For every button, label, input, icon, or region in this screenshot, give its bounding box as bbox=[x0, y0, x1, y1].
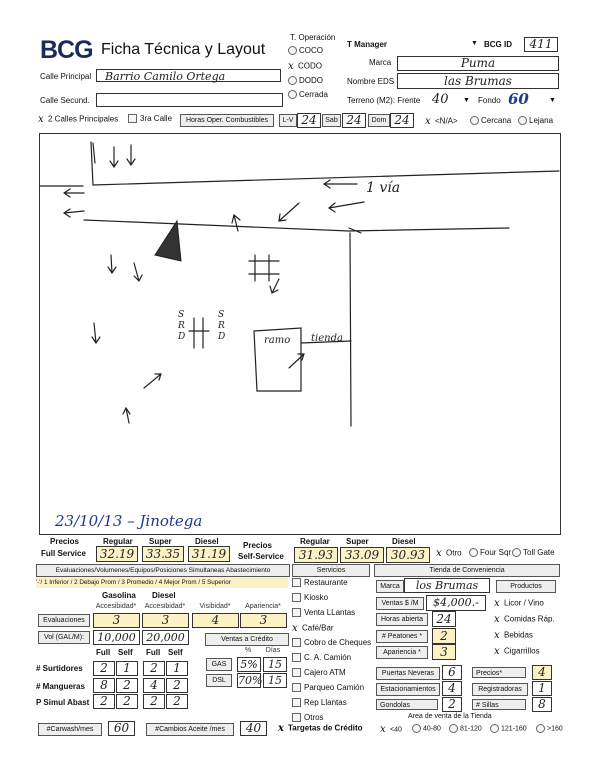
cambios-aceite-field[interactable]: 40 bbox=[240, 721, 267, 736]
area-venta-label: Area de venta de la Tienda bbox=[408, 713, 492, 720]
lv-field[interactable]: 24 bbox=[297, 113, 321, 128]
accesibilidad-diesel-header: Accesibidad* bbox=[144, 603, 186, 610]
peatones-label: # Peatones * bbox=[376, 630, 428, 643]
calle-secund-field[interactable] bbox=[96, 93, 283, 107]
terreno-label: Terreno (M2): Frente bbox=[347, 96, 421, 105]
dsl-label: DSL bbox=[206, 674, 232, 687]
simul-self-gas[interactable]: 2 bbox=[116, 694, 138, 709]
accesibilidad-gas-header: Accesibidad* bbox=[95, 603, 137, 610]
ventas-field[interactable]: $4,000.- bbox=[426, 595, 486, 611]
diesel-header: Diesel bbox=[152, 591, 176, 600]
fondo-dropdown-icon[interactable]: ▼ bbox=[549, 97, 556, 104]
otro-radio[interactable]: x Otro bbox=[436, 548, 462, 559]
calle-secund-label: Calle Secund. bbox=[40, 96, 90, 105]
self-price-diesel[interactable]: 30.93 bbox=[386, 547, 430, 563]
fondo-value[interactable]: 60 bbox=[508, 90, 529, 108]
puertas-neveras-label: Puertas Neveras bbox=[376, 667, 440, 680]
surtidores-full-gas[interactable]: 2 bbox=[93, 661, 115, 676]
service-parqueo-camion[interactable]: Parqueo Camión bbox=[292, 683, 364, 692]
gas-label: GAS bbox=[206, 658, 232, 671]
self-precios-label: Precios bbox=[243, 541, 272, 550]
bcgid-label: BCG ID bbox=[484, 40, 512, 49]
service-cafe-bar[interactable]: x Café/Bar bbox=[292, 623, 334, 634]
tienda-title: Tienda de Conveniencia bbox=[374, 564, 560, 577]
fondo-label: Fondo bbox=[478, 96, 501, 105]
estacionamientos-field[interactable]: 4 bbox=[442, 681, 462, 696]
area-option-121-160[interactable]: 121-160 bbox=[490, 724, 527, 733]
product-bebidas[interactable]: x Bebidas bbox=[494, 630, 533, 641]
area-option-lt40[interactable]: x <40 bbox=[380, 724, 402, 735]
ramo-label: ramo bbox=[264, 335, 291, 346]
surtidores-full-diesel[interactable]: 2 bbox=[143, 661, 165, 676]
vol-diesel-field[interactable]: 20,000 bbox=[142, 630, 189, 645]
self-price-regular[interactable]: 31.93 bbox=[294, 547, 338, 563]
mangueras-self-diesel[interactable]: 2 bbox=[166, 678, 188, 693]
layout-sketch bbox=[39, 133, 561, 535]
cambios-aceite-label: #Cambios Aceite /mes bbox=[146, 723, 234, 736]
mangueras-full-gas[interactable]: 8 bbox=[93, 678, 115, 693]
eval-accesibilidad-gas[interactable]: 3 bbox=[93, 613, 140, 628]
tmanager-label: T Manager bbox=[347, 40, 388, 49]
service-cajero-atm[interactable]: Cajero ATM bbox=[292, 668, 346, 677]
toll-gate-radio[interactable]: Toll Gate bbox=[512, 548, 555, 557]
lv-label: L-V bbox=[279, 114, 297, 127]
frente-value[interactable]: 40 bbox=[432, 92, 449, 107]
gondolas-label: Gondolas bbox=[376, 699, 438, 710]
date-signature: 23/10/13 – Jinotega bbox=[55, 512, 203, 530]
surtidores-self-gas[interactable]: 1 bbox=[116, 661, 138, 676]
full-gas-header: Full bbox=[96, 648, 111, 657]
full-col-super: Super bbox=[149, 537, 172, 546]
gas-dias-field[interactable]: 15 bbox=[263, 657, 287, 672]
eval-apariencia[interactable]: 3 bbox=[240, 613, 287, 628]
apariencia-tienda-label: Apariencia * bbox=[376, 646, 428, 659]
dom-label: Dom bbox=[368, 114, 390, 127]
evaluaciones-label: Evaluaciones bbox=[38, 614, 90, 627]
dsl-pct-field[interactable]: 70% bbox=[238, 674, 263, 687]
simul-self-diesel[interactable]: 2 bbox=[166, 694, 188, 709]
toperacion-coco[interactable]: COCO bbox=[288, 46, 323, 55]
full-diesel-header: Full bbox=[146, 648, 161, 657]
full-price-regular[interactable]: 32.19 bbox=[96, 546, 138, 562]
nombre-eds-label: Nombre EDS bbox=[347, 77, 395, 86]
carwash-label: #Carwash/mes bbox=[38, 723, 102, 736]
via-label: 1 vía bbox=[366, 180, 401, 196]
tarjetas-credito-checkbox[interactable]: x Targetas de Crédito bbox=[278, 723, 363, 734]
cercana-radio[interactable]: Cercana bbox=[470, 116, 511, 125]
scale-legend: '-'/ 1 Inferior / 2 Debajo Prom / 3 Promedio / 4 Mejor Prom / 5 Superior bbox=[36, 577, 288, 588]
dsl-dias-field[interactable]: 15 bbox=[263, 673, 287, 688]
surtidores-self-diesel[interactable]: 1 bbox=[166, 661, 188, 676]
sillas-label: # Sillas bbox=[472, 699, 526, 710]
toperacion-cerrada[interactable]: Cerrada bbox=[288, 90, 328, 99]
service-cobro-cheques[interactable]: Cobro de Cheques bbox=[292, 638, 371, 647]
tienda-marca-label: Marca bbox=[376, 580, 404, 593]
tmanager-dropdown-icon[interactable]: ▼ bbox=[471, 40, 478, 47]
mangueras-self-gas[interactable]: 2 bbox=[116, 678, 138, 693]
horas-abierta-label: Horas abierta bbox=[376, 613, 428, 626]
nombre-eds-field[interactable]: las Brumas bbox=[397, 73, 559, 89]
eval-accesibilidad-diesel[interactable]: 3 bbox=[142, 613, 189, 628]
sab-label: Sab bbox=[322, 114, 341, 127]
area-option-81-120[interactable]: 81-120 bbox=[449, 724, 482, 733]
apariencia-header: Apariencia* bbox=[245, 603, 281, 610]
calle-principal-label: Calle Principal bbox=[40, 72, 92, 81]
precios-tienda-label: Precios* bbox=[472, 667, 526, 678]
calle-principal-field[interactable]: Barrio Camilo Ortega bbox=[96, 69, 281, 82]
sab-field[interactable]: 24 bbox=[342, 113, 366, 128]
visibilidad-header: Visibidad* bbox=[199, 603, 231, 610]
horas-oper-button[interactable]: Horas Oper. Combustibles bbox=[180, 114, 274, 127]
toperacion-dodo[interactable]: DODO bbox=[288, 76, 323, 85]
self-gas-header: Self bbox=[118, 648, 133, 657]
horas-abierta-field[interactable]: 24 bbox=[432, 611, 456, 627]
pct-header: % bbox=[244, 647, 252, 654]
toperacion-codo[interactable]: x CODO bbox=[288, 61, 322, 72]
ventas-label: Ventas $ /M bbox=[376, 597, 424, 610]
self-col-regular: Regular bbox=[300, 537, 330, 546]
productos-button[interactable]: Productos bbox=[496, 580, 556, 593]
service-rep-llantas[interactable]: Rep Llantas bbox=[292, 698, 347, 707]
eval-visibilidad[interactable]: 4 bbox=[192, 613, 239, 628]
registradoras-label: Registradoras bbox=[472, 683, 528, 696]
mangueras-label: # Mangueras bbox=[36, 682, 85, 691]
servicios-title: Servicios bbox=[292, 564, 370, 577]
gas-pct-field[interactable]: 5% bbox=[237, 657, 261, 672]
apariencia-tienda-field[interactable]: 3 bbox=[432, 644, 456, 660]
calles-principales-checkbox[interactable]: x 2 Calles Principales bbox=[38, 114, 119, 125]
vol-gas-field[interactable]: 10,000 bbox=[93, 630, 140, 645]
full-col-diesel: Diesel bbox=[195, 537, 219, 546]
tercera-calle-checkbox[interactable]: 3ra Calle bbox=[128, 114, 172, 123]
area-option-gt160[interactable]: >160 bbox=[536, 724, 563, 733]
evaluaciones-section-title: Evaluaciones/Volumenes/Equipos/Posiciones Simultaneas Abastecimiento bbox=[36, 564, 290, 577]
self-price-super[interactable]: 33.09 bbox=[340, 547, 384, 563]
lejana-radio[interactable]: Lejana bbox=[518, 116, 553, 125]
mangueras-full-diesel[interactable]: 4 bbox=[143, 678, 165, 693]
vol-label: Vol (GAL/M): bbox=[38, 631, 90, 644]
four-sqr-radio[interactable]: Four Sqr bbox=[469, 548, 511, 557]
carwash-field[interactable]: 60 bbox=[108, 721, 135, 736]
precios-label: Precios bbox=[50, 537, 79, 546]
simul-abast-label: P Simul Abast bbox=[36, 698, 90, 707]
srd-right: S R D bbox=[218, 310, 226, 342]
self-service-label: Self-Service bbox=[238, 552, 284, 561]
full-price-diesel[interactable]: 31.19 bbox=[188, 546, 230, 562]
simul-full-diesel[interactable]: 2 bbox=[143, 694, 165, 709]
full-service-label: Full Service bbox=[41, 549, 86, 558]
gondolas-field[interactable]: 2 bbox=[442, 697, 462, 712]
ventas-credito-label: Ventas a Crédito bbox=[205, 633, 289, 646]
marca-label: Marca bbox=[369, 58, 392, 67]
simul-full-gas[interactable]: 2 bbox=[93, 694, 115, 709]
dias-header: Días bbox=[265, 647, 281, 654]
puertas-neveras-field[interactable]: 6 bbox=[442, 665, 462, 680]
precios-tienda-field[interactable]: 4 bbox=[532, 665, 552, 680]
bcg-logo: BCG bbox=[40, 36, 93, 64]
na-radio[interactable]: x <N/A> bbox=[425, 116, 458, 127]
tienda-label: tienda bbox=[311, 333, 343, 344]
tienda-marca-field[interactable]: los Brumas bbox=[404, 578, 490, 593]
gasolina-header: Gasolina bbox=[102, 591, 136, 600]
registradoras-field[interactable]: 1 bbox=[532, 681, 552, 696]
frente-dropdown-icon[interactable]: ▼ bbox=[463, 97, 470, 104]
estacionamientos-label: Estacionamientos bbox=[376, 683, 440, 696]
self-col-diesel: Diesel bbox=[392, 537, 416, 546]
toperacion-label: T. Operación bbox=[290, 33, 336, 42]
service-kiosko[interactable]: Kiosko bbox=[292, 593, 328, 602]
surtidores-label: # Surtidores bbox=[36, 664, 83, 673]
page-title: Ficha Técnica y Layout bbox=[101, 41, 266, 58]
full-price-super[interactable]: 33.35 bbox=[142, 546, 184, 562]
area-option-40-80[interactable]: 40-80 bbox=[412, 724, 441, 733]
service-ca-camion[interactable]: C. A. Camión bbox=[292, 653, 351, 662]
product-comidas-rapidas[interactable]: x Comidas Ráp. bbox=[494, 614, 555, 625]
dom-field[interactable]: 24 bbox=[390, 113, 414, 128]
product-licor-vino[interactable]: x Licor / Vino bbox=[494, 598, 544, 609]
service-venta-llantas[interactable]: Venta LLantas bbox=[292, 608, 355, 617]
self-col-super: Super bbox=[346, 537, 369, 546]
bcgid-field[interactable]: 411 bbox=[524, 37, 558, 52]
marca-field[interactable]: Puma bbox=[397, 56, 559, 71]
product-cigarrillos[interactable]: x Cigarrillos bbox=[494, 646, 540, 657]
full-col-regular: Regular bbox=[103, 537, 133, 546]
peatones-field[interactable]: 2 bbox=[432, 628, 456, 644]
srd-left: S R D bbox=[178, 310, 186, 342]
service-otros[interactable]: Otros bbox=[292, 713, 324, 722]
service-restaurante[interactable]: Restaurante bbox=[292, 578, 348, 587]
self-diesel-header: Self bbox=[168, 648, 183, 657]
sillas-field[interactable]: 8 bbox=[532, 697, 552, 712]
